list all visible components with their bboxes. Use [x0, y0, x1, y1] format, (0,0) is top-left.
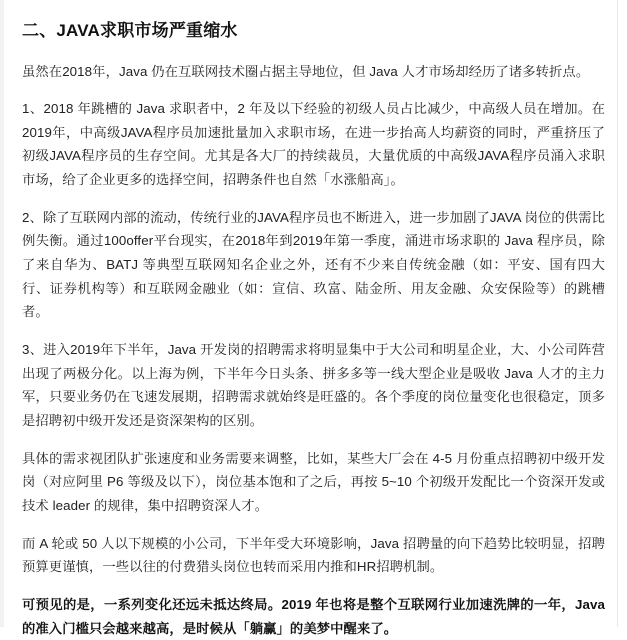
paragraph-intro: 虽然在2018年，Java 仍在互联网技术圈占据主导地位，但 Java 人才市场却经历了诸多转折点。	[22, 63, 590, 79]
paragraph-demand-detail: 具体的需求视团队扩张速度和业务需要来调整，比如，某些大厂会在 4-5 月份重点招聘初中级开发岗（对应阿里 P6 等级及以下），岗位基本饱和了之后，再按 5~10 个初级开发配比一个资深开发或技术 leader 的规律，集中招聘资深人才。	[22, 450, 605, 513]
paragraph-point-1: 1、2018 年跳槽的 Java 求职者中，2 年及以下经验的初级人员占比减少，中高级人员在增加。在2019年，中高级JAVA程序员加速批量加入求职市场，在进一步抬高人均薪资的同时，严重挤压了初级JAVA程序员的生存空间。尤其是各大厂的持续裁员，大量优质的中高级JAVA程序员涌入求职市场，给了企业更多的选择空间，招聘条件也自然「水涨船高」。	[22, 101, 605, 188]
paragraph-conclusion: 可预见的是，一系列变化还远未抵达终局。2019 年也将是整个互联网行业加速洗牌的一年，Java 的准入门槛只会越来越高，是时候从「躺赢」的美梦中醒来了。	[22, 596, 605, 636]
page-title: 二、JAVA求职市场严重缩水	[22, 21, 238, 40]
paragraph-point-2: 2、除了互联网内部的流动，传统行业的JAVA程序员也不断进入，进一步加剧了JAVA 岗位的供需比例失衡。通过100offer平台现实，在2018年到2019年第一季度，涌进市场求职的 Java 程序员，除了来自华为、BATJ 等典型互联网知名企业之外，还有不少来自传统金融（如：平安、国有四大行、证券机构等）和互联网金融业（如：宣信、玖富、陆金所、用友金融、众安保险等）的跳槽者。	[22, 209, 605, 320]
paragraph-small-company: 而 A 轮或 50 人以下规模的小公司，下半年受大环境影响，Java 招聘量的向下趋势比较明显，招聘预算更谨慎，一些以往的付费猎头岗位也转而采用内推和HR招聘机制。	[22, 535, 605, 575]
paragraph-point-3: 3、进入2019年下半年，Java 开发岗的招聘需求将明显集中于大公司和明星企业，大、小公司阵营出现了两极分化。以上海为例，下半年今日头条、拼多多等一线大型企业是吸收 Java 人才的主力军，只要业务仍在飞速发展期，招聘需求就始终是旺盛的。各个季度的岗位量变化也很稳定，顶多是招聘初中级开发还是资深架构的区别。	[22, 342, 605, 429]
